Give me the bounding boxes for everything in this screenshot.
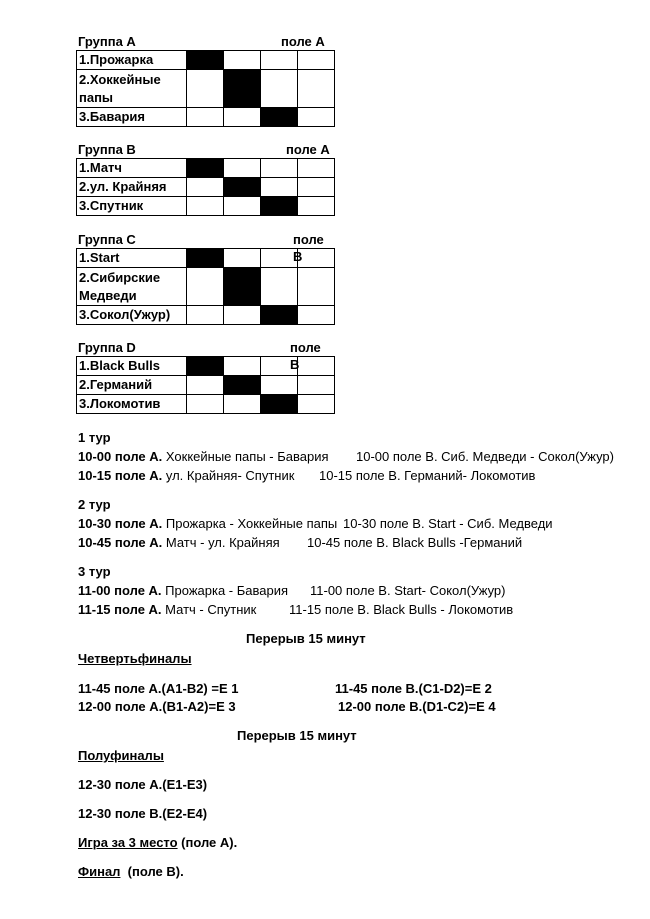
group-field: поле В	[290, 340, 321, 372]
team-name: 2.Германий	[77, 376, 187, 395]
team-name: 1.Прожарка	[77, 51, 187, 70]
group-name: Группа А	[78, 34, 136, 49]
blocked-cell	[187, 249, 224, 268]
group-header	[76, 141, 332, 158]
tour-title: 1 тур	[78, 430, 111, 445]
score-cell	[187, 197, 224, 216]
score-cell	[261, 178, 298, 197]
tour-title: 2 тур	[78, 497, 111, 512]
tour-title: 3 тур	[78, 564, 111, 579]
score-cell	[298, 108, 335, 127]
third-place-label: Игра за 3 место	[78, 835, 178, 850]
table-row	[77, 268, 335, 306]
match-time: 10-00 поле А.	[78, 449, 163, 464]
quarterfinal-line: 11-45 поле А.(А1-В2) =Е 1	[78, 681, 239, 696]
schedule-line-b: 10-15 поле В. Германий- Локомотив	[319, 468, 536, 483]
score-cell	[187, 178, 224, 197]
schedule-line	[78, 515, 337, 533]
score-cell	[261, 51, 298, 70]
final-label: Финал	[78, 864, 121, 879]
score-cell	[261, 249, 298, 268]
score-cell	[224, 108, 261, 127]
score-cell	[261, 268, 298, 306]
schedule-line	[78, 534, 280, 552]
score-cell	[224, 357, 261, 376]
quarterfinal-line: 11-45 поле В.(С1-D2)=Е 2	[335, 681, 492, 696]
group-c	[76, 231, 332, 325]
quarterfinal-line: 12-00 поле В.(D1-C2)=Е 4	[338, 699, 496, 714]
third-place-line	[78, 834, 237, 852]
team-name: 3.Бавария	[77, 108, 187, 127]
score-cell	[298, 159, 335, 178]
score-cell	[298, 197, 335, 216]
final-line	[78, 863, 184, 881]
score-cell	[261, 376, 298, 395]
group-name: Группа В	[78, 142, 136, 157]
team-name: 2.ул. Крайняя	[77, 178, 187, 197]
score-cell	[298, 51, 335, 70]
blocked-cell	[224, 178, 261, 197]
schedule-line-b: 11-15 поле В. Black Bulls - Локомотив	[289, 602, 514, 617]
group-name: Группа D	[78, 340, 136, 355]
score-cell	[298, 395, 335, 414]
match-teams: Матч - Спутник	[161, 602, 257, 617]
table-row	[77, 178, 335, 197]
match-teams: ул. Крайняя- Спутник	[162, 468, 295, 483]
table-row	[77, 395, 335, 414]
blocked-cell	[261, 395, 298, 414]
score-cell	[298, 178, 335, 197]
schedule-line-b: 10-30 поле В. Start - Сиб. Медведи	[343, 516, 553, 531]
match-teams: Матч - ул. Крайняя	[162, 535, 280, 550]
table-row	[77, 159, 335, 178]
blocked-cell	[261, 197, 298, 216]
score-cell	[187, 376, 224, 395]
match-teams: Прожарка - Бавария	[161, 583, 289, 598]
blocked-cell	[224, 376, 261, 395]
table-row	[77, 306, 335, 325]
break-label: Перерыв 15 минут	[246, 631, 366, 646]
match-time: 11-15 поле А.	[78, 602, 162, 617]
break-label: Перерыв 15 минут	[237, 728, 357, 743]
blocked-cell	[187, 357, 224, 376]
table-row	[77, 51, 335, 70]
group-table	[76, 158, 335, 216]
match-time: 11-00 поле А.	[78, 583, 162, 598]
semifinal-line: 12-30 поле А.(Е1-Е3)	[78, 777, 208, 792]
score-cell	[224, 197, 261, 216]
team-name: 1.Матч	[77, 159, 187, 178]
table-row	[77, 197, 335, 216]
team-name: 1.Black Bulls	[77, 357, 187, 376]
score-cell	[298, 376, 335, 395]
score-cell	[298, 268, 335, 306]
score-cell	[187, 395, 224, 414]
score-cell	[261, 159, 298, 178]
team-name: 2.Хоккейные папы	[77, 70, 187, 108]
third-place-field: (поле А).	[177, 835, 238, 850]
table-row	[77, 70, 335, 108]
final-field: (поле В).	[120, 864, 184, 879]
score-cell	[224, 306, 261, 325]
score-cell	[187, 70, 224, 108]
blocked-cell	[261, 306, 298, 325]
semifinals-title: Полуфиналы	[78, 748, 164, 763]
team-name: 3.Локомотив	[77, 395, 187, 414]
table-row	[77, 376, 335, 395]
match-teams: Прожарка - Хоккейные папы	[162, 516, 338, 531]
group-table	[76, 50, 335, 127]
match-time: 10-45 поле А.	[78, 535, 163, 550]
group-name: Группа С	[78, 232, 136, 247]
score-cell	[298, 306, 335, 325]
group-b	[76, 141, 332, 216]
quarterfinal-line: 12-00 поле А.(В1-А2)=Е 3	[78, 699, 236, 714]
match-time: 10-15 поле А.	[78, 468, 163, 483]
blocked-cell	[224, 268, 261, 306]
blocked-cell	[261, 108, 298, 127]
schedule-line	[78, 582, 288, 600]
blocked-cell	[187, 159, 224, 178]
score-cell	[187, 268, 224, 306]
blocked-cell	[224, 70, 261, 108]
score-cell	[224, 395, 261, 414]
team-name: 1.Start	[77, 249, 187, 268]
team-name: 3.Сокол(Ужур)	[77, 306, 187, 325]
schedule-line	[78, 448, 329, 466]
group-field: поле А	[281, 34, 325, 49]
team-name: 3.Спутник	[77, 197, 187, 216]
quarterfinals-title: Четвертьфиналы	[78, 651, 192, 666]
score-cell	[187, 108, 224, 127]
score-cell	[298, 70, 335, 108]
group-field: поле А	[286, 142, 330, 157]
schedule-line-b: 10-45 поле В. Black Bulls -Германий	[307, 535, 523, 550]
schedule-line-b: 11-00 поле В. Start- Сокол(Ужур)	[310, 583, 506, 598]
group-a	[76, 33, 332, 127]
score-cell	[224, 51, 261, 70]
score-cell	[261, 70, 298, 108]
blocked-cell	[187, 51, 224, 70]
team-name: 2.Сибирские Медведи	[77, 268, 187, 306]
schedule-line	[78, 601, 256, 619]
match-teams: Хоккейные папы - Бавария	[162, 449, 329, 464]
score-cell	[224, 159, 261, 178]
schedule-line	[78, 467, 294, 485]
score-cell	[224, 249, 261, 268]
semifinal-line: 12-30 поле В.(Е2-Е4)	[78, 806, 208, 821]
schedule-line-b: 10-00 поле В. Сиб. Медведи - Сокол(Ужур)	[356, 449, 614, 464]
match-time: 10-30 поле А.	[78, 516, 163, 531]
score-cell	[187, 306, 224, 325]
table-row	[77, 108, 335, 127]
group-header	[76, 33, 332, 50]
group-d	[76, 339, 332, 414]
group-field: поле В	[293, 232, 324, 264]
